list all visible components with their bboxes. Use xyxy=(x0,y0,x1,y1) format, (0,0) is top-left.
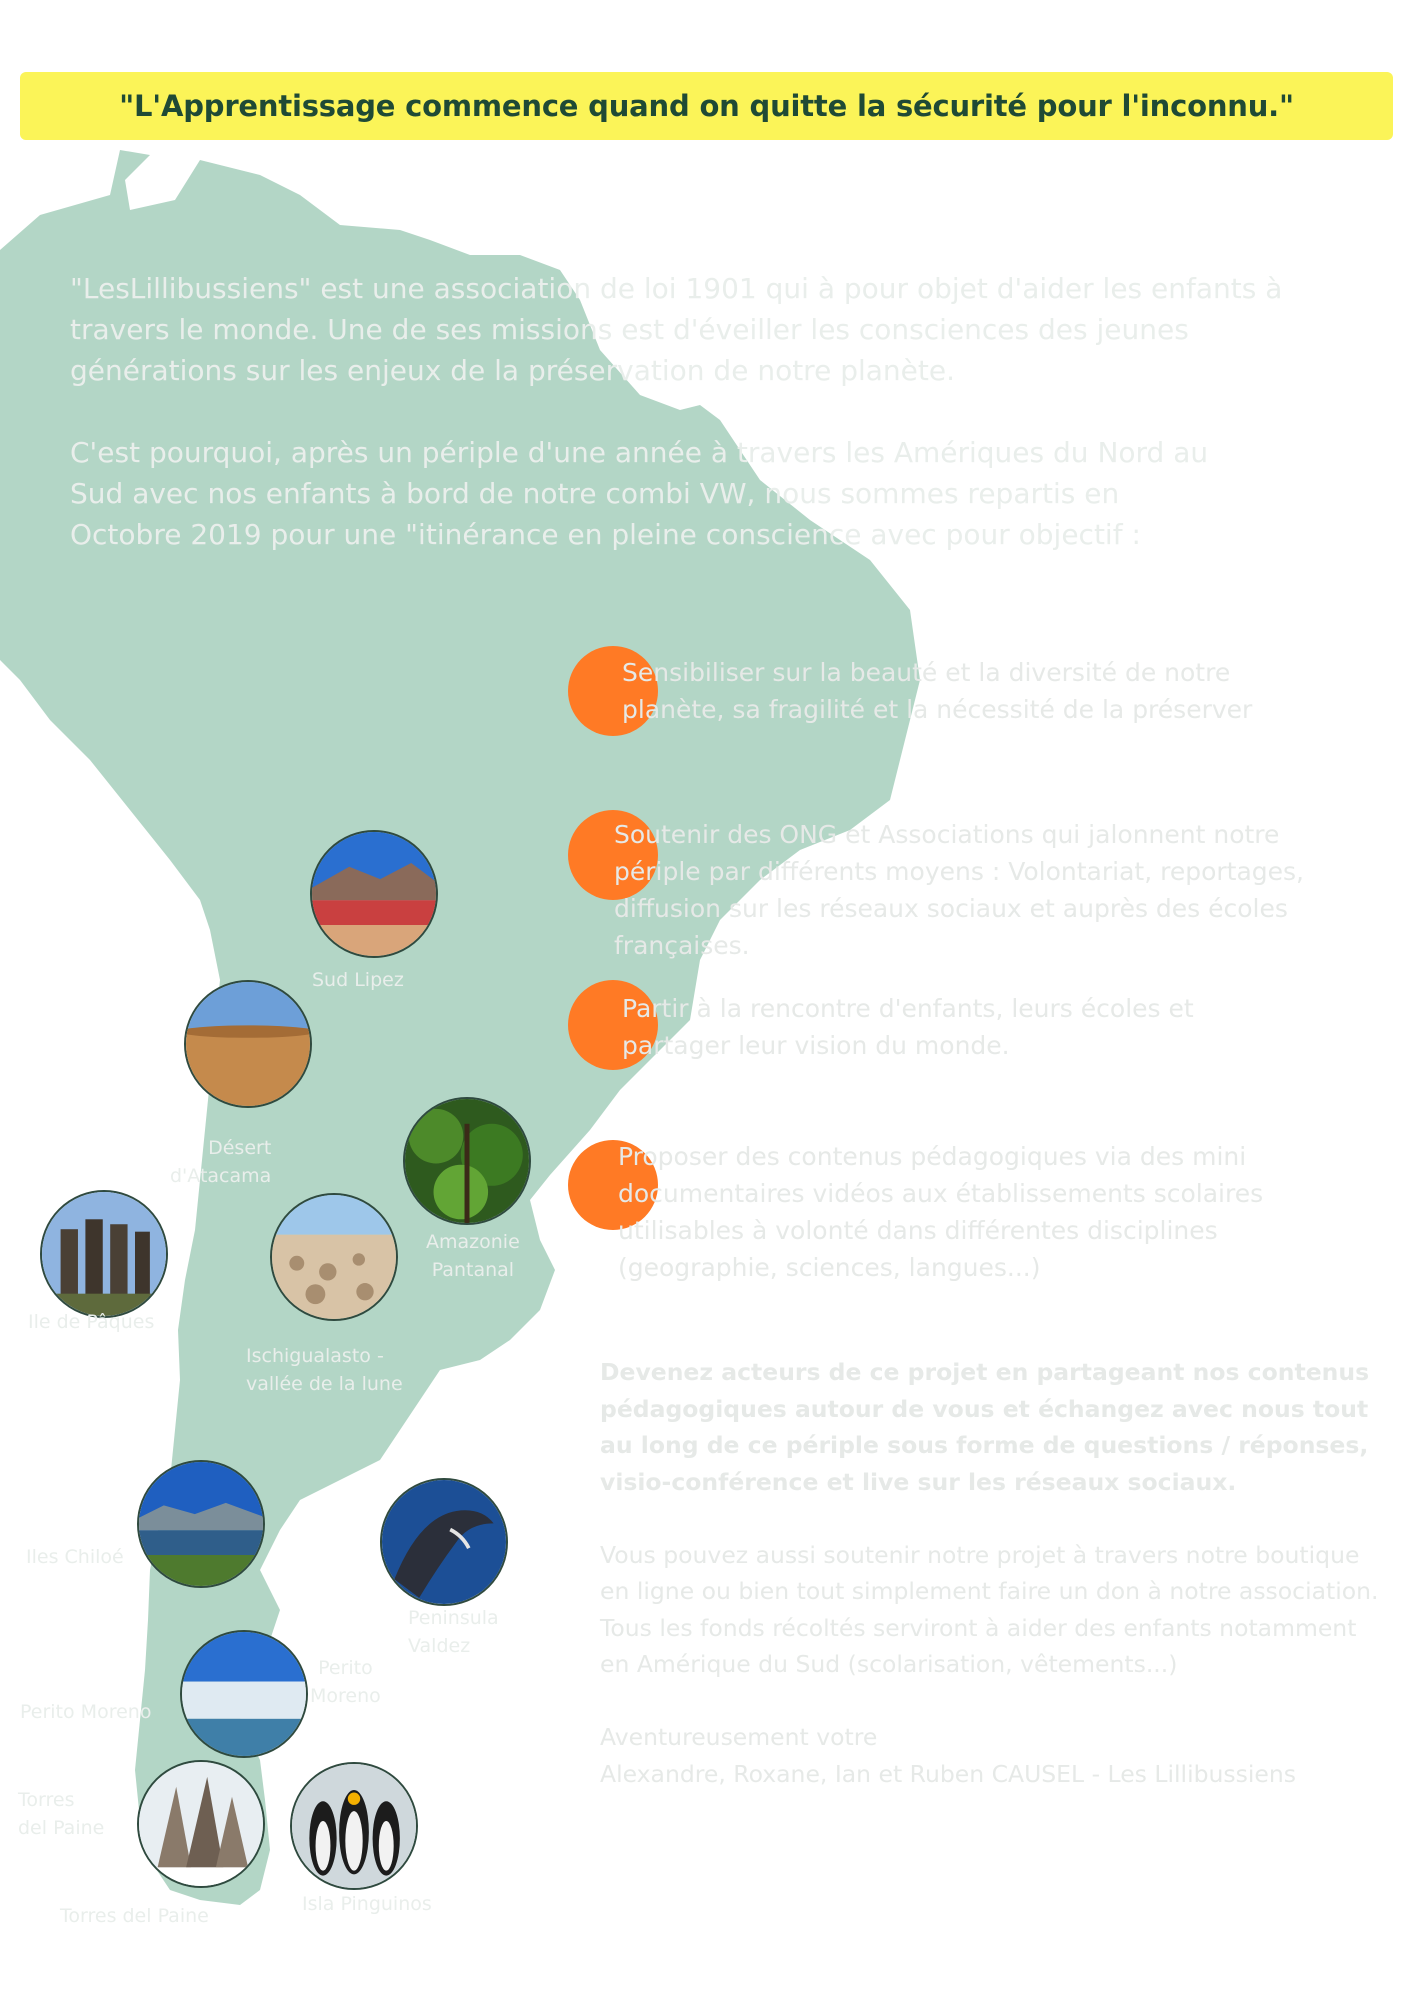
intro-paragraph-1: "LesLillibussiens" est une association de loi 1901 qui à pour objet d'aider les enfants à travers le monde. Une de ses missions est d'éveiller les consciences des jeunes générations sur les enjeux de la préservation de notre planète. xyxy=(70,272,1283,387)
objective-2: Soutenir des ONG et Associations qui jalonnent notre périple par différents moyens : Volontariat, reportages, diffusion sur les réseaux sociaux et auprès des écoles françaises. xyxy=(614,820,1304,960)
quote-banner xyxy=(20,72,1393,140)
place-label-perito-moreno-left: Perito Moreno xyxy=(20,1701,152,1723)
salt-lagoon-photo xyxy=(310,830,438,958)
place-label-ile-de-paques: Ile de Pâques xyxy=(28,1311,155,1333)
place-label-perito-moreno-right: Perito Moreno xyxy=(310,1657,381,1707)
place-label-sud-lipez: Sud Lipez xyxy=(312,969,404,991)
place-label-isla-pinguinos: Isla Pinguinos xyxy=(302,1893,432,1915)
cta-bold-text: Devenez acteurs de ce projet en partageant nos contenus pédagogiques autour de vous et échangez avec nous tout au long de ce périple sous forme de questions / réponses, visio-conférence et live sur les réseaux sociaux. xyxy=(600,1358,1370,1496)
rainforest-photo xyxy=(403,1097,531,1225)
place-label-amazonie: Amazonie Pantanal xyxy=(426,1231,520,1281)
moon-valley-photo xyxy=(270,1193,398,1321)
penguins-photo xyxy=(290,1762,418,1890)
cta-funds-text: Tous les fonds récoltés serviront à aider des enfants notamment en Amérique du Sud (scolarisation, vêtements...) xyxy=(600,1613,1357,1678)
call-to-action xyxy=(600,1354,1390,1792)
cta-spacer xyxy=(600,1683,1390,1720)
place-label-ischigualasto: Ischigualasto - vallée de la lune xyxy=(246,1345,403,1395)
cta-bold xyxy=(600,1354,1390,1500)
cta-support xyxy=(600,1537,1390,1683)
cta-signoff xyxy=(600,1719,1390,1792)
moai-photo xyxy=(40,1190,168,1318)
mountain-peaks-photo xyxy=(137,1760,265,1888)
lake-photo xyxy=(137,1460,265,1588)
whale-photo xyxy=(380,1478,508,1606)
cta-signoff-text: Aventureusement votre xyxy=(600,1723,878,1751)
place-label-torres-left: Torres del Paine xyxy=(18,1789,105,1839)
desert-photo xyxy=(184,980,312,1108)
objective-3: Partir à la rencontre d'enfants, leurs écoles et partager leur vision du monde. xyxy=(622,994,1194,1060)
place-label-torres-bottom: Torres del Paine xyxy=(60,1905,209,1927)
place-label-peninsula-valdez: Peninsula Valdez xyxy=(408,1607,499,1657)
glacier-photo xyxy=(180,1630,308,1758)
cta-signature: Alexandre, Roxane, Ian et Ruben CAUSEL - Les Lillibussiens xyxy=(600,1759,1297,1788)
objective-1: Sensibiliser sur la beauté et la diversité de notre planète, sa fragilité et la nécessité de la préserver xyxy=(622,658,1253,724)
quote-text: "L'Apprentissage commence quand on quitte la sécurité pour l'inconnu." xyxy=(119,89,1294,123)
intro-paragraph-2: C'est pourquoi, après un périple d'une année à travers les Amériques du Nord au Sud avec nos enfants à bord de notre combi VW, nous sommes repartis en Octobre 2019 pour une "itinérance en pleine conscience avec pour objectif : xyxy=(70,436,1209,551)
cta-support-text: Vous pouvez aussi soutenir notre projet à travers notre boutique en ligne ou bien tout simplement faire un don à notre association. xyxy=(600,1540,1379,1605)
place-label-atacama: Désert d'Atacama xyxy=(170,1137,272,1187)
objective-4: Proposer des contenus pédagogiques via des mini documentaires vidéos aux établissements scolaires utilisables à volonté dans différentes disciplines (geographie, sciences, langues...) xyxy=(618,1142,1264,1282)
intro-text xyxy=(70,268,1320,596)
place-label-chiloe: Iles Chiloé xyxy=(26,1546,124,1568)
